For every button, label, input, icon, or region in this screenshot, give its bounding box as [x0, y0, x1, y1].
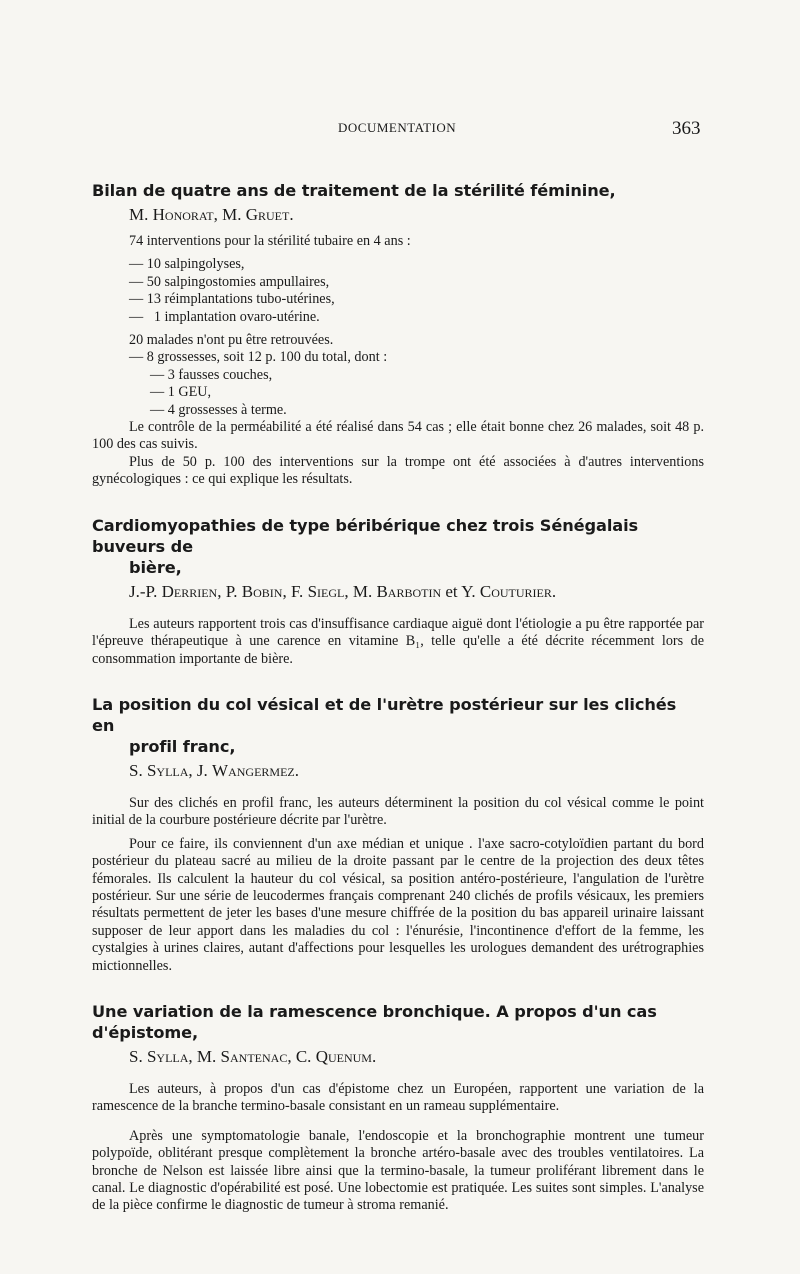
paragraph: Sur des clichés en profil franc, les auteurs déterminent la position du col vésical comme le point initial de la courbure postérieure décrite par l'urètre.	[92, 794, 704, 829]
page-number: 363	[672, 118, 701, 139]
paragraph: Après une symptomatologie banale, l'endoscopie et la bronchographie montrent une tumeur polypoïde, oblitérant presque complètement la bronche artéro-basale avec des troubles ventilatoires. La bronche de Nelson est laissée libre ainsi que la termino-basale, la tumeur proliférant librement dans le canal. Le diagnostic d'opérabilité est posé. Une lobectomie est pratiquée. Les suites sont simples. L'analyse de la pièce confirme le diagnostic de tumeur à stroma remanié.	[92, 1127, 704, 1214]
article-authors: S. Sylla, M. Santenac, C. Quenum.	[129, 1046, 377, 1066]
list-item: — 4 grossesses à terme.	[150, 401, 287, 418]
article-col-vesical	[92, 694, 704, 975]
article-title: Cardiomyopathies de type béribérique chez trois Sénégalais buveurs de bière,	[92, 515, 639, 577]
article-cardiomyopathies	[92, 515, 704, 668]
author-name: Quenum	[315, 1046, 372, 1066]
article-sterilite	[92, 180, 704, 489]
running-head	[0, 118, 800, 140]
article-authors: M. Honorat, M. Gruet.	[129, 205, 294, 224]
list-item: — 8 grossesses, soit 12 p. 100 du total, dont :	[129, 349, 388, 366]
running-title: DOCUMENTATION	[338, 120, 457, 135]
page-content	[92, 180, 704, 1215]
paragraph: Pour ce faire, ils conviennent d'un axe médian et unique . l'axe sacro-cotyloïdien partant du bord postérieur du plateau sacré au milieu de la droite passant par le centre de la projection des deux têtes fémorales. Ils calculent la hauteur du col vésical, sa position antéro-postérieure, l'angulation de l'urètre postérieur. Sur une série de leucodermes français comprenant 240 clichés de profils vésicaux, les premiers résultats permettent de jeter les bases d'une mesure chiffrée de la position du bas appareil urinaire laissant supposer de leur apport dans les maladies du col : l'énurésie, l'incontinence d'effort de la femme, les cystalgies à urines claires, autant d'affections pour lesquelles les urologues demandent des urétrographies mictionnelles.	[92, 835, 704, 974]
list-item: — 1 implantation ovaro-utérine.	[129, 308, 320, 325]
author-name: Derrien	[161, 581, 218, 601]
author-name: Sylla	[146, 760, 189, 780]
list-item: — 13 réimplantations tubo-utérines,	[129, 291, 335, 308]
article-title: Bilan de quatre ans de traitement de la stérilité féminine,	[92, 181, 616, 200]
article-body	[92, 233, 704, 489]
author-name: Siegl	[307, 581, 345, 601]
list-item: — 3 fausses couches,	[150, 366, 273, 383]
author-name: Santenac	[220, 1046, 288, 1066]
paragraph: 20 malades n'ont pu être retrouvées.	[129, 332, 334, 349]
list-item: — 50 salpingostomies ampullaires,	[129, 273, 330, 290]
author-name: Barbotin	[376, 581, 442, 601]
author-name: Couturier	[479, 581, 552, 601]
article-title: La position du col vésical et de l'urètre postérieur sur les clichés en profil franc,	[92, 694, 677, 756]
paragraph: Les auteurs rapportent trois cas d'insuffisance cardiaque aiguë dont l'étiologie a pu être rapportée par l'épreuve thérapeutique à une carence en vitamine B₁, telle qu'elle a été décrite récemment lors de consommation importante de bière.	[92, 615, 704, 667]
author-name: Gruet	[245, 205, 290, 224]
list-item: — 1 GEU,	[150, 384, 212, 401]
pregnancy-sublist	[92, 367, 704, 419]
article-body	[92, 795, 704, 975]
paragraph: Le contrôle de la perméabilité a été réalisé dans 54 cas ; elle était bonne chez 26 malades, soit 48 p. 100 des cas suivis.	[92, 419, 704, 453]
article-authors: J.-P. Derrien, P. Bobin, F. Siegl, M. Barbotin et Y. Couturier.	[129, 581, 557, 601]
list-item: — 10 salpingolyses,	[129, 256, 245, 273]
author-name: Honorat	[152, 205, 214, 224]
intervention-list	[92, 256, 704, 326]
article-ramescence-bronchique	[92, 1001, 704, 1215]
article-authors: S. Sylla, J. Wangermez.	[129, 760, 300, 780]
author-name: Wangermez	[212, 760, 295, 780]
article-title: Une variation de la ramescence bronchique. A propos d'un cas d'épistome,	[92, 1001, 657, 1042]
article-body	[92, 616, 704, 668]
paragraph: Plus de 50 p. 100 des interventions sur la trompe ont été associées à d'autres interventions gynécologiques : ce qui explique les résultats.	[92, 453, 704, 488]
article-body	[92, 1081, 704, 1215]
paragraph: Les auteurs, à propos d'un cas d'épistome chez un Européen, rapportent une variation de la ramescence de la branche termino-basale consistant en un rameau supplémentaire.	[92, 1080, 704, 1115]
pregnancy-list	[92, 349, 704, 366]
author-name: Sylla	[146, 1046, 189, 1066]
paragraph: 74 interventions pour la stérilité tubaire en 4 ans :	[129, 233, 411, 249]
author-name: Bobin	[241, 581, 283, 601]
